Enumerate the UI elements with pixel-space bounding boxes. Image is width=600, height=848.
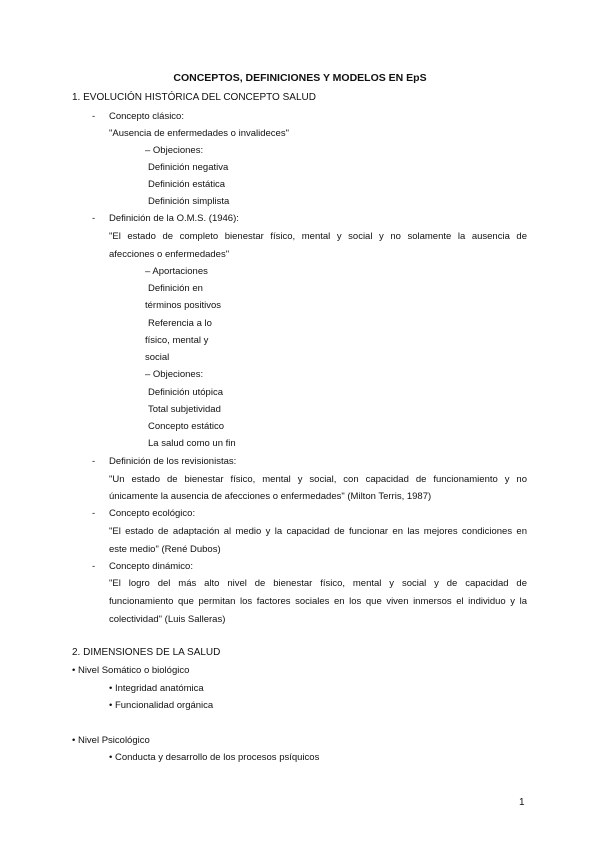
dinamico-line: "El logro del más alto nivel de bienestar físico, mental y social y de capacidad de [109, 578, 527, 589]
dinamico-label: Concepto dinámico: [109, 561, 193, 572]
revisionistas-label: Definición de los revisionistas: [109, 456, 237, 467]
oms-aportaciones-label: – Aportaciones [145, 266, 208, 277]
section-2-heading: 2. DIMENSIONES DE LA SALUD [72, 647, 221, 658]
oms-label: Definición de la O.M.S. (1946): [109, 213, 239, 224]
list-item: Definición utópica [148, 387, 223, 398]
revisionistas-line: "Un estado de bienestar físico, mental y social, con capacidad de funcionamiento y no [109, 474, 527, 485]
oms-quote-line: afecciones o enfermedades" [109, 249, 230, 260]
list-bullet: - [92, 456, 96, 467]
clasico-objeciones-label: – Objeciones: [145, 145, 204, 156]
list-item: • Conducta y desarrollo de los procesos psíquicos [109, 752, 320, 763]
concepto-clasico-label: Concepto clásico: [109, 111, 184, 122]
list-item: social [145, 352, 170, 363]
list-item: Concepto estático [148, 421, 225, 432]
list-bullet: - [92, 561, 96, 572]
list-item: Definición negativa [148, 162, 229, 173]
list-bullet: - [92, 213, 96, 224]
list-item: • Funcionalidad orgánica [109, 700, 214, 711]
nivel-psicologico-label: • Nivel Psicológico [72, 735, 150, 746]
list-item: físico, mental y [145, 335, 209, 346]
oms-quote-line: "El estado de completo bienestar físico, mental y social y no solamente la ausencia de [109, 231, 527, 242]
list-item: Total subjetividad [148, 404, 221, 415]
page-number: 1 [519, 797, 525, 808]
concepto-clasico-quote: "Ausencia de enfermedades o invalideces" [109, 128, 289, 139]
list-item: • Integridad anatómica [109, 683, 204, 694]
list-item: términos positivos [145, 300, 222, 311]
ecologico-line: "El estado de adaptación al medio y la capacidad de funcionar en las mejores condiciones en [109, 526, 527, 537]
ecologico-label: Concepto ecológico: [109, 508, 196, 519]
list-item: Definición simplista [148, 196, 230, 207]
oms-objeciones-label: – Objeciones: [145, 369, 204, 380]
list-item: Definición estática [148, 179, 226, 190]
dinamico-line: colectividad" (Luis Salleras) [109, 614, 226, 625]
nivel-somatico-label: • Nivel Somático o biológico [72, 665, 190, 676]
list-item: Definición en [148, 283, 203, 294]
ecologico-line: este medio" (René Dubos) [109, 544, 221, 555]
list-bullet: - [92, 111, 96, 122]
revisionistas-line: únicamente la ausencia de afecciones o enfermedades" (Milton Terris, 1987) [109, 491, 432, 502]
list-item: La salud como un fin [148, 438, 236, 449]
section-1-heading: 1. EVOLUCIÓN HISTÓRICA DEL CONCEPTO SALUD [72, 92, 316, 103]
list-bullet: - [92, 508, 96, 519]
dinamico-line: funcionamiento que permitan los factores sociales en los que viven inmersos el individuo y la [109, 596, 527, 607]
list-item: Referencia a lo [148, 318, 212, 329]
document-title: CONCEPTOS, DEFINICIONES Y MODELOS EN EpS [173, 72, 427, 84]
